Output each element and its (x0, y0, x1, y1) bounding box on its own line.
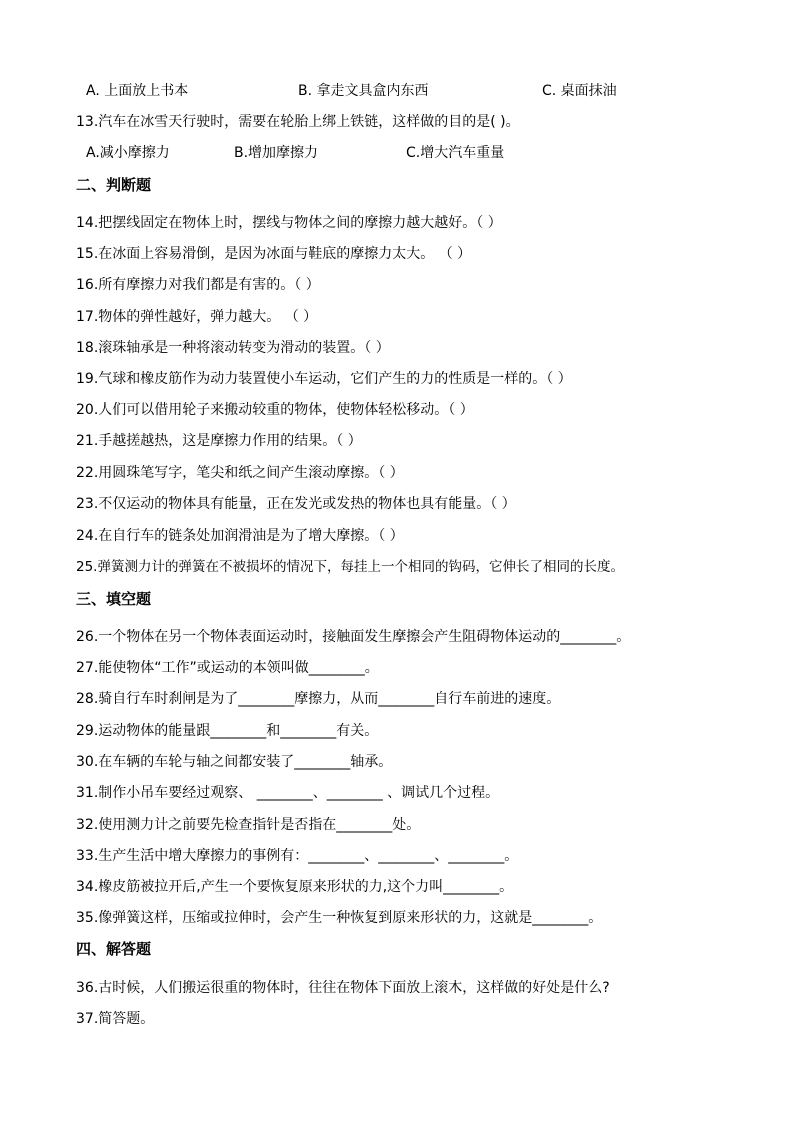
q12-option-c: C. 桌面抹油 (542, 83, 617, 99)
question-27: 27.能使物体“工作”或运动的本领叫做________。 (76, 660, 379, 676)
question-29: 29.运动物体的能量跟________和________有关。 (76, 723, 379, 739)
question-18: 18.滚珠轴承是一种将滚动转变为滑动的装置。（ ） (76, 340, 390, 356)
question-15: 15.在冰面上容易滑倒，是因为冰面与鞋底的摩擦力太大。 （ ） (76, 246, 472, 262)
question-19: 19.气球和橡皮筋作为动力装置使小车运动，它们产生的力的性质是一样的。（ ） (76, 371, 572, 387)
question-23: 23.不仅运动的物体具有能量，正在发光或发热的物体也具有能量。（ ） (76, 496, 516, 512)
question-32: 32.使用测力计之前要先检查指针是否指在________处。 (76, 817, 421, 833)
question-25: 25.弹簧测力计的弹簧在不被损坏的情况下，每挂上一个相同的钩码，它伸长了相同的长度。 (76, 559, 624, 575)
question-30: 30.在车辆的车轮与轴之间都安装了________轴承。 (76, 754, 393, 770)
section-heading-fill-in: 三、填空题 (76, 590, 152, 608)
section-heading-answer: 四、解答题 (76, 940, 152, 958)
question-28: 28.骑自行车时刹闸是为了________摩擦力，从而________自行车前进的速度。 (76, 691, 561, 707)
question-26: 26.一个物体在另一个物体表面运动时，接触面发生摩擦会产生阻碍物体运动的________。 (76, 629, 631, 645)
question-14: 14.把摆线固定在物体上时，摆线与物体之间的摩擦力越大越好。（ ） (76, 215, 502, 231)
q13-option-b: B.增加摩擦力 (234, 145, 319, 161)
question-17: 17.物体的弹性越好，弹力越大。 （ ） (76, 309, 318, 325)
question-33: 33.生产生活中增大摩擦力的事例有：________、________、________。 (76, 848, 519, 864)
section-heading-true-false: 二、判断题 (76, 176, 152, 194)
q13-option-a: A.减小摩擦力 (86, 145, 170, 161)
question-22: 22.用圆珠笔写字，笔尖和纸之间产生滚动摩擦。（ ） (76, 465, 404, 481)
question-36: 36.古时候，人们搬运很重的物体时，往往在物体下面放上滚木，这样做的好处是什么? (76, 980, 610, 996)
question-34: 34.橡皮筋被拉开后,产生一个要恢复原来形状的力,这个力叫________。 (76, 879, 514, 895)
question-16: 16.所有摩擦力对我们都是有害的。（ ） (76, 277, 320, 293)
question-37: 37.简答题。 (76, 1011, 155, 1027)
question-24: 24.在自行车的链条处加润滑油是为了增大摩擦。（ ） (76, 528, 404, 544)
q12-option-b: B. 拿走文具盒内东西 (298, 83, 429, 99)
question-20: 20.人们可以借用轮子来搬动较重的物体，使物体轻松移动。（ ） (76, 402, 474, 418)
question-35: 35.像弹簧这样，压缩或拉伸时，会产生一种恢复到原来形状的力，这就是________。 (76, 910, 603, 926)
q13-option-c: C.增大汽车重量 (406, 145, 505, 161)
q13-stem: 13.汽车在冰雪天行驶时，需要在轮胎上绑上铁链，这样做的目的是( )。 (76, 114, 520, 130)
question-21: 21.手越搓越热，这是摩擦力作用的结果。（ ） (76, 433, 362, 449)
question-31: 31.制作小吊车要经过观察、 ________、________ 、调试几个过程。 (76, 785, 500, 801)
q12-option-a: A. 上面放上书本 (86, 83, 189, 99)
